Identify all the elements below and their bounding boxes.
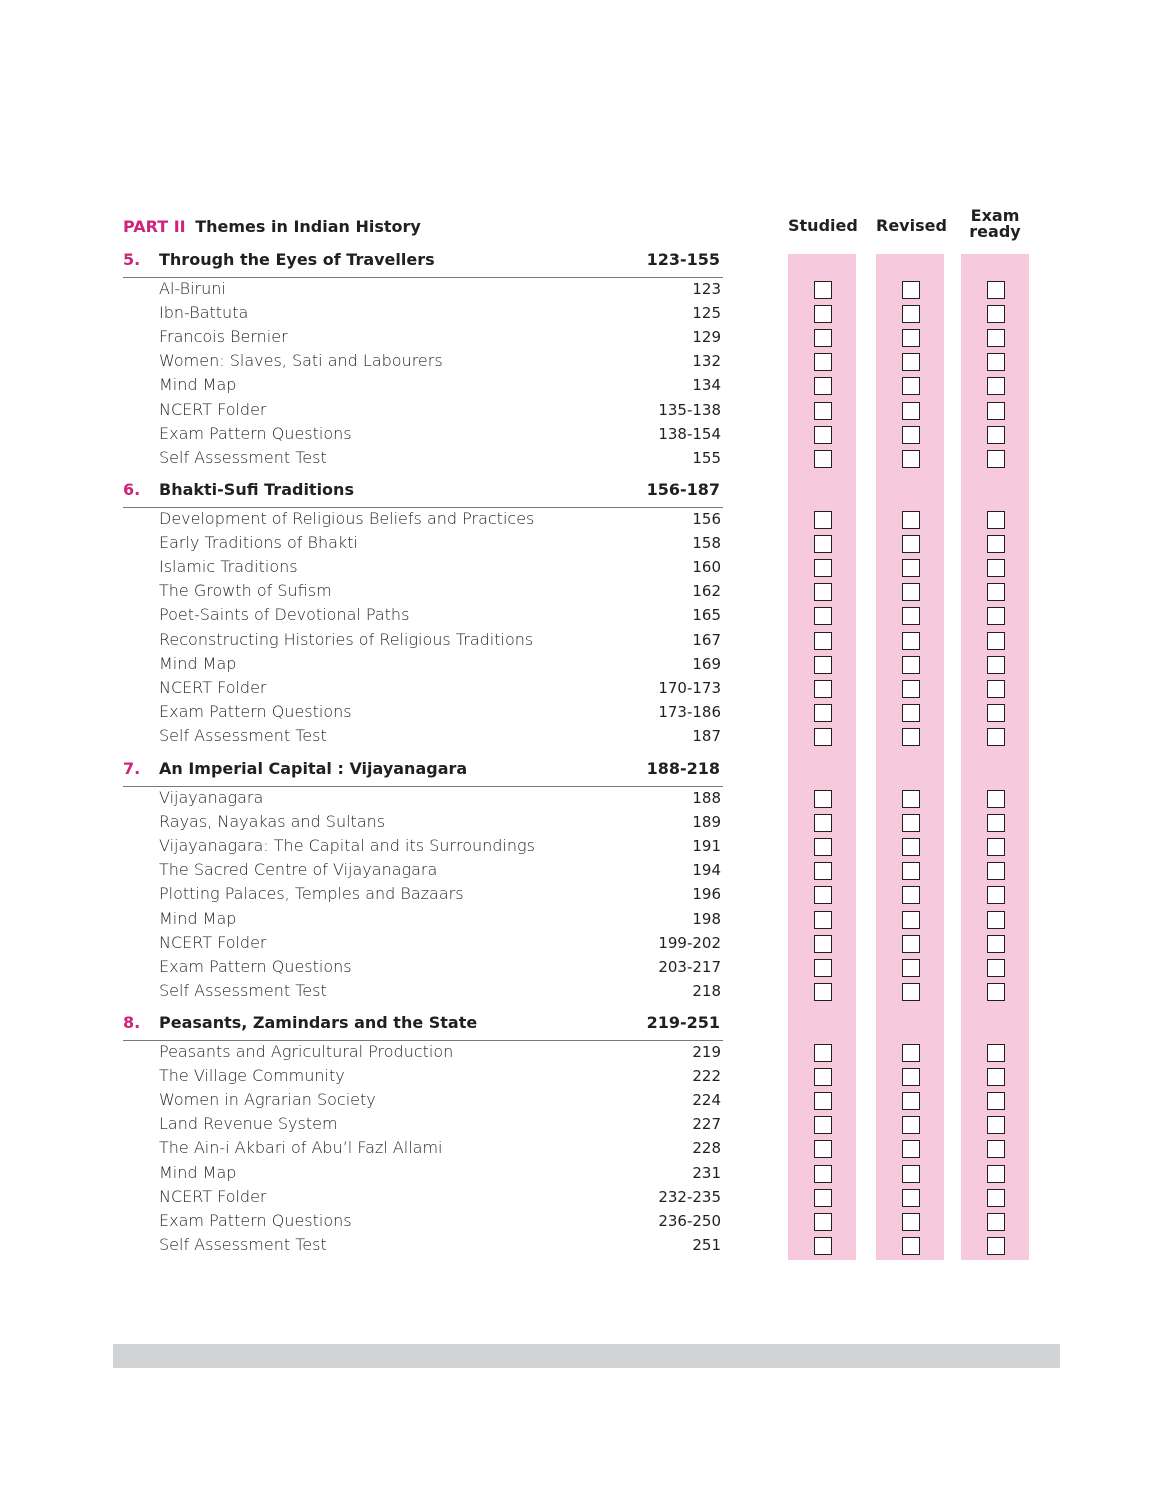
chapter-heading — [123, 759, 723, 781]
studied-checkbox[interactable] — [814, 305, 832, 323]
toc-item-label: Exam Pattern Questions — [159, 423, 352, 443]
studied-checkbox[interactable] — [814, 1044, 832, 1062]
toc-item-page: 194 — [692, 861, 721, 880]
studied-checkbox[interactable] — [814, 911, 832, 929]
part-label: PART II — [123, 217, 186, 236]
toc-item-page: 198 — [692, 909, 721, 928]
toc-row — [159, 701, 721, 725]
exam-ready-checkbox[interactable] — [987, 728, 1005, 746]
toc-item-page: 236-250 — [658, 1211, 721, 1230]
exam-ready-checkbox[interactable] — [987, 1189, 1005, 1207]
exam-ready-checkbox[interactable] — [987, 607, 1005, 625]
studied-checkbox[interactable] — [814, 632, 832, 650]
studied-checkbox[interactable] — [814, 983, 832, 1001]
toc-item-page: 123 — [692, 280, 721, 298]
chapter-page-range: 219-251 — [646, 1013, 720, 1032]
toc-item-page: 227 — [692, 1115, 721, 1134]
exam-ready-checkbox[interactable] — [987, 559, 1005, 577]
studied-checkbox[interactable] — [814, 862, 832, 880]
toc-item-label: Women in Agrarian Society — [159, 1090, 376, 1110]
chapter-heading — [123, 250, 723, 272]
studied-checkbox[interactable] — [814, 450, 832, 468]
exam-ready-checkbox[interactable] — [987, 1116, 1005, 1134]
revised-checkbox[interactable] — [902, 728, 920, 746]
revised-checkbox[interactable] — [902, 680, 920, 698]
toc-item-label: Mind Map — [159, 375, 237, 395]
toc-row — [159, 278, 721, 302]
toc-item-label: Exam Pattern Questions — [159, 956, 352, 976]
revised-checkbox[interactable] — [902, 704, 920, 722]
toc-item-page: 203-217 — [658, 957, 721, 976]
revised-checkbox[interactable] — [902, 959, 920, 977]
revised-checkbox[interactable] — [902, 1068, 920, 1086]
toc-item-label: Mind Map — [159, 908, 237, 928]
toc-row — [159, 1113, 721, 1137]
exam-ready-checkbox[interactable] — [987, 281, 1005, 299]
toc-item-page: 170-173 — [658, 678, 721, 697]
toc-item-page: 125 — [692, 304, 721, 323]
chapter-number: 8. — [123, 1013, 141, 1032]
toc-row — [159, 1089, 721, 1113]
exam-ready-checkbox[interactable] — [987, 535, 1005, 553]
toc-item-label: NCERT Folder — [159, 399, 267, 419]
toc-item-page: 129 — [692, 328, 721, 347]
exam-ready-checkbox[interactable] — [987, 1068, 1005, 1086]
column-header-revised: Revised — [876, 216, 947, 235]
studied-checkbox[interactable] — [814, 838, 832, 856]
toc-item-page: 135-138 — [658, 400, 721, 419]
toc-item-page: 188 — [692, 789, 721, 807]
studied-checkbox[interactable] — [814, 1140, 832, 1158]
revised-checkbox[interactable] — [902, 911, 920, 929]
toc-item-page: 158 — [692, 534, 721, 553]
toc-row — [159, 653, 721, 677]
toc-item-page: 231 — [692, 1163, 721, 1182]
toc-row — [159, 532, 721, 556]
exam-ready-checkbox[interactable] — [987, 1092, 1005, 1110]
exam-ready-checkbox[interactable] — [987, 911, 1005, 929]
toc-row — [159, 725, 721, 749]
studied-checkbox[interactable] — [814, 814, 832, 832]
part-title: Themes in Indian History — [195, 217, 421, 236]
chapter-page-range: 123-155 — [646, 250, 720, 269]
studied-checkbox[interactable] — [814, 1165, 832, 1183]
toc-item-label: NCERT Folder — [159, 1186, 267, 1206]
studied-checkbox[interactable] — [814, 426, 832, 444]
exam-ready-checkbox[interactable] — [987, 1044, 1005, 1062]
revised-checkbox[interactable] — [902, 1213, 920, 1231]
toc-row — [159, 908, 721, 932]
toc-row — [159, 374, 721, 398]
revised-checkbox[interactable] — [902, 814, 920, 832]
exam-ready-checkbox[interactable] — [987, 1237, 1005, 1255]
toc-row — [159, 302, 721, 326]
toc-row — [159, 580, 721, 604]
toc-row — [159, 1041, 721, 1065]
toc-item-page: 232-235 — [658, 1187, 721, 1206]
toc-row — [159, 508, 721, 532]
part-heading — [123, 217, 421, 236]
toc-row — [159, 1137, 721, 1161]
toc-item-label: The Growth of Sufism — [159, 581, 332, 601]
toc-item-page: 162 — [692, 582, 721, 601]
footer-bar — [113, 1344, 1060, 1368]
toc-row — [159, 447, 721, 471]
revised-checkbox[interactable] — [902, 281, 920, 299]
studied-checkbox[interactable] — [814, 1116, 832, 1134]
toc-item-label: Exam Pattern Questions — [159, 701, 352, 721]
exam-ready-checkbox[interactable] — [987, 329, 1005, 347]
toc-row — [159, 1162, 721, 1186]
revised-checkbox[interactable] — [902, 1140, 920, 1158]
column-header-exam-ready — [961, 208, 1029, 240]
exam-ready-checkbox[interactable] — [987, 838, 1005, 856]
chapter-heading — [123, 480, 723, 502]
toc-item-label: The Ain-i Akbari of Abu’l Fazl Allami — [159, 1138, 443, 1158]
exam-ready-checkbox[interactable] — [987, 983, 1005, 1001]
chapter-title: Bhakti-Sufi Traditions — [159, 480, 354, 499]
revised-checkbox[interactable] — [902, 656, 920, 674]
toc-row — [159, 787, 721, 811]
toc-item-label: Al-Biruni — [159, 279, 226, 298]
revised-checkbox[interactable] — [902, 426, 920, 444]
revised-checkbox[interactable] — [902, 790, 920, 808]
toc-row — [159, 423, 721, 447]
chapter-page-range: 188-218 — [646, 759, 720, 778]
revised-checkbox[interactable] — [902, 862, 920, 880]
revised-checkbox[interactable] — [902, 1092, 920, 1110]
toc-item-label: Vijayanagara — [159, 788, 264, 807]
toc-row — [159, 604, 721, 628]
exam-ready-checkbox[interactable] — [987, 680, 1005, 698]
exam-ready-checkbox[interactable] — [987, 450, 1005, 468]
toc-item-page: 167 — [692, 630, 721, 649]
toc-item-page: 228 — [692, 1139, 721, 1158]
toc-item-label: Self Assessment Test — [159, 447, 327, 467]
chapter-number: 6. — [123, 480, 141, 499]
revised-checkbox[interactable] — [902, 329, 920, 347]
revised-checkbox[interactable] — [902, 450, 920, 468]
chapter-title: Peasants, Zamindars and the State — [159, 1013, 478, 1032]
chapter-heading — [123, 1013, 723, 1035]
exam-ready-checkbox[interactable] — [987, 305, 1005, 323]
exam-ready-checkbox[interactable] — [987, 704, 1005, 722]
toc-item-label: Poet-Saints of Devotional Paths — [159, 605, 410, 625]
studied-checkbox[interactable] — [814, 402, 832, 420]
toc-item-page: 218 — [692, 981, 721, 1000]
studied-checkbox[interactable] — [814, 1068, 832, 1086]
chapter-number: 7. — [123, 759, 141, 778]
revised-checkbox[interactable] — [902, 559, 920, 577]
toc-row — [159, 980, 721, 1004]
studied-checkbox[interactable] — [814, 790, 832, 808]
exam-ready-checkbox[interactable] — [987, 426, 1005, 444]
studied-checkbox[interactable] — [814, 535, 832, 553]
toc-item-page: 219 — [692, 1043, 721, 1061]
studied-checkbox[interactable] — [814, 728, 832, 746]
studied-checkbox[interactable] — [814, 1092, 832, 1110]
exam-ready-checkbox[interactable] — [987, 511, 1005, 529]
toc-item-label: Self Assessment Test — [159, 980, 327, 1000]
studied-checkbox[interactable] — [814, 377, 832, 395]
toc-row — [159, 835, 721, 859]
toc-row — [159, 1234, 721, 1258]
studied-checkbox[interactable] — [814, 886, 832, 904]
toc-row — [159, 956, 721, 980]
toc-row — [159, 556, 721, 580]
revised-checkbox[interactable] — [902, 511, 920, 529]
studied-checkbox[interactable] — [814, 1213, 832, 1231]
toc-item-label: Islamic Traditions — [159, 557, 298, 577]
toc-item-label: Mind Map — [159, 1162, 237, 1182]
toc-row — [159, 399, 721, 423]
toc-item-label: Rayas, Nayakas and Sultans — [159, 812, 386, 832]
column-header-studied: Studied — [788, 216, 858, 235]
toc-item-page: 169 — [692, 654, 721, 673]
revised-checkbox[interactable] — [902, 886, 920, 904]
studied-checkbox[interactable] — [814, 680, 832, 698]
chapter-title: Through the Eyes of Travellers — [159, 250, 435, 269]
toc-item-label: Early Traditions of Bhakti — [159, 533, 358, 553]
revised-checkbox[interactable] — [902, 1116, 920, 1134]
studied-checkbox[interactable] — [814, 583, 832, 601]
exam-ready-checkbox[interactable] — [987, 1140, 1005, 1158]
revised-checkbox[interactable] — [902, 1237, 920, 1255]
toc-item-label: Vijayanagara: The Capital and its Surroundings — [159, 836, 535, 856]
exam-ready-checkbox[interactable] — [987, 935, 1005, 953]
toc-item-label: Self Assessment Test — [159, 1234, 327, 1254]
toc-item-page: 138-154 — [658, 424, 721, 443]
toc-row — [159, 350, 721, 374]
toc-item-label: Reconstructing Histories of Religious Traditions — [159, 629, 534, 649]
studied-checkbox[interactable] — [814, 935, 832, 953]
studied-checkbox[interactable] — [814, 607, 832, 625]
toc-item-page: 165 — [692, 606, 721, 625]
exam-ready-checkbox[interactable] — [987, 656, 1005, 674]
toc-item-page: 132 — [692, 352, 721, 371]
exam-ready-checkbox[interactable] — [987, 402, 1005, 420]
toc-item-page: 160 — [692, 558, 721, 577]
toc-item-label: Francois Bernier — [159, 327, 288, 347]
toc-item-page: 191 — [692, 837, 721, 856]
studied-checkbox[interactable] — [814, 656, 832, 674]
revised-checkbox[interactable] — [902, 983, 920, 1001]
toc-item-page: 187 — [692, 726, 721, 745]
toc-item-label: Development of Religious Beliefs and Practices — [159, 509, 535, 528]
toc-item-label: NCERT Folder — [159, 677, 267, 697]
toc-item-page: 199-202 — [658, 933, 721, 952]
revised-checkbox[interactable] — [902, 1044, 920, 1062]
toc-row — [159, 1210, 721, 1234]
revised-checkbox[interactable] — [902, 935, 920, 953]
toc-row — [159, 629, 721, 653]
toc-item-label: Land Revenue System — [159, 1114, 338, 1134]
toc-item-page: 155 — [692, 448, 721, 467]
exam-ready-checkbox[interactable] — [987, 814, 1005, 832]
revised-checkbox[interactable] — [902, 402, 920, 420]
studied-checkbox[interactable] — [814, 959, 832, 977]
exam-ready-checkbox[interactable] — [987, 1165, 1005, 1183]
toc-row — [159, 1065, 721, 1089]
exam-ready-checkbox[interactable] — [987, 959, 1005, 977]
studied-checkbox[interactable] — [814, 353, 832, 371]
column-header-exam-ready-text: Exam ready — [969, 206, 1021, 241]
exam-ready-checkbox[interactable] — [987, 1213, 1005, 1231]
exam-ready-checkbox[interactable] — [987, 862, 1005, 880]
toc-item-label: Mind Map — [159, 653, 237, 673]
revised-checkbox[interactable] — [902, 1189, 920, 1207]
toc-row — [159, 859, 721, 883]
exam-ready-checkbox[interactable] — [987, 353, 1005, 371]
toc-item-label: The Sacred Centre of Vijayanagara — [159, 860, 438, 880]
toc-item-label: Exam Pattern Questions — [159, 1210, 352, 1230]
toc-item-page: 156 — [692, 510, 721, 528]
studied-checkbox[interactable] — [814, 329, 832, 347]
chapter-number: 5. — [123, 250, 141, 269]
studied-checkbox[interactable] — [814, 1189, 832, 1207]
toc-item-page: 222 — [692, 1067, 721, 1086]
toc-item-label: Plotting Palaces, Temples and Bazaars — [159, 884, 464, 904]
toc-item-page: 224 — [692, 1091, 721, 1110]
revised-checkbox[interactable] — [902, 632, 920, 650]
toc-item-page: 134 — [692, 376, 721, 395]
exam-ready-checkbox[interactable] — [987, 377, 1005, 395]
toc-row — [159, 677, 721, 701]
toc-item-label: Ibn-Battuta — [159, 303, 249, 323]
toc-row — [159, 326, 721, 350]
toc-row — [159, 932, 721, 956]
toc-row — [159, 883, 721, 907]
studied-checkbox[interactable] — [814, 511, 832, 529]
studied-checkbox[interactable] — [814, 704, 832, 722]
exam-ready-checkbox[interactable] — [987, 790, 1005, 808]
revised-checkbox[interactable] — [902, 305, 920, 323]
toc-item-page: 196 — [692, 885, 721, 904]
studied-checkbox[interactable] — [814, 559, 832, 577]
toc-item-label: NCERT Folder — [159, 932, 267, 952]
exam-ready-checkbox[interactable] — [987, 886, 1005, 904]
toc-item-label: The Village Community — [159, 1066, 345, 1086]
studied-checkbox[interactable] — [814, 1237, 832, 1255]
exam-ready-checkbox[interactable] — [987, 583, 1005, 601]
revised-checkbox[interactable] — [902, 377, 920, 395]
exam-ready-checkbox[interactable] — [987, 632, 1005, 650]
studied-checkbox[interactable] — [814, 281, 832, 299]
toc-row — [159, 1186, 721, 1210]
chapter-title: An Imperial Capital : Vijayanagara — [159, 759, 468, 778]
toc-item-label: Self Assessment Test — [159, 725, 327, 745]
revised-checkbox[interactable] — [902, 838, 920, 856]
revised-checkbox[interactable] — [902, 353, 920, 371]
toc-item-page: 251 — [692, 1235, 721, 1254]
revised-checkbox[interactable] — [902, 1165, 920, 1183]
toc-item-label: Women: Slaves, Sati and Labourers — [159, 351, 443, 371]
revised-checkbox[interactable] — [902, 583, 920, 601]
toc-item-page: 173-186 — [658, 702, 721, 721]
revised-checkbox[interactable] — [902, 535, 920, 553]
revised-checkbox[interactable] — [902, 607, 920, 625]
toc-item-page: 189 — [692, 813, 721, 832]
toc-item-label: Peasants and Agricultural Production — [159, 1042, 454, 1061]
chapter-page-range: 156-187 — [646, 480, 720, 499]
toc-row — [159, 811, 721, 835]
